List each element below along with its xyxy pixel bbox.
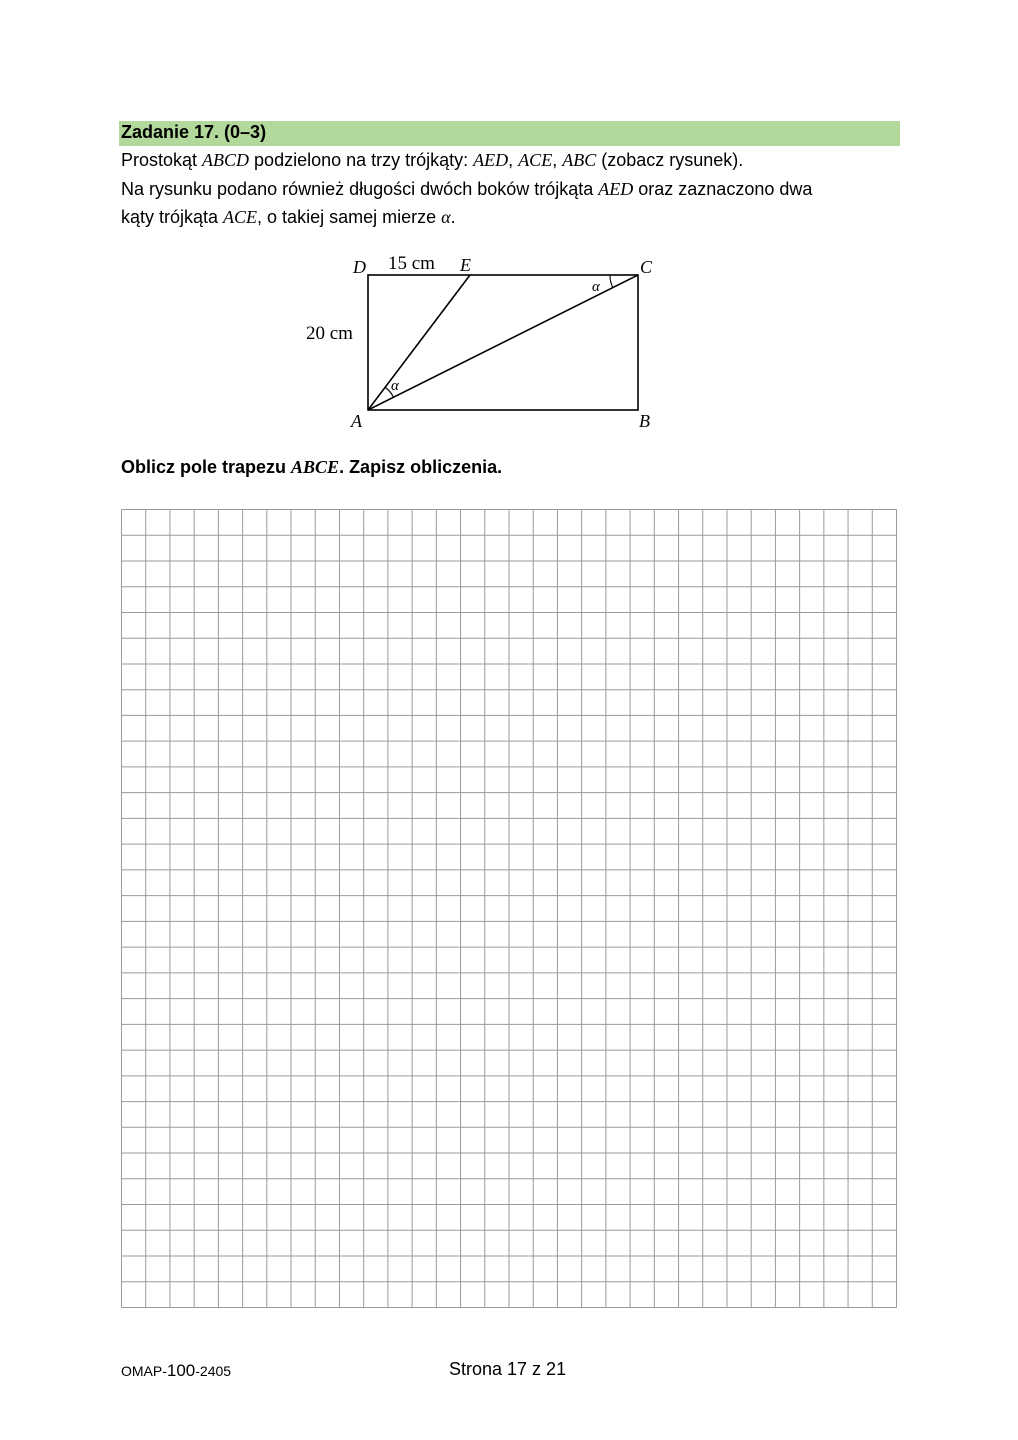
segment-ae <box>368 275 470 410</box>
angle-label-a: α <box>391 378 399 394</box>
text: kąty trójkąta <box>121 207 224 227</box>
instruction <box>121 457 502 478</box>
vertex-label-e: E <box>460 255 471 275</box>
text: (zobacz rysunek). <box>596 150 744 170</box>
task-title: Zadanie 17. (0–3) <box>121 122 267 142</box>
exam-code <box>121 1361 231 1381</box>
task-text-line-2 <box>121 179 812 200</box>
segment-ac <box>368 275 638 410</box>
text: Oblicz pole trapezu <box>121 457 292 477</box>
task-header <box>119 121 900 146</box>
math-aed: AED <box>598 179 634 199</box>
math-aed: AED <box>473 150 509 170</box>
math-alpha: α <box>441 207 451 227</box>
text: . <box>450 207 456 227</box>
text: Prostokąt <box>121 150 203 170</box>
answer-grid-lines <box>121 509 897 1309</box>
math-ace: ACE <box>518 150 553 170</box>
task-text-line-1 <box>121 150 743 171</box>
rectangle-figure <box>290 245 670 440</box>
exam-code-prefix: OMAP- <box>121 1363 167 1379</box>
exam-code-number: 100 <box>166 1361 196 1380</box>
angle-label-c: α <box>592 279 600 295</box>
task-text-line-3 <box>121 207 456 228</box>
vertex-label-a: A <box>351 411 362 431</box>
vertex-label-c: C <box>640 257 653 277</box>
vertex-label-b: B <box>639 411 650 431</box>
text: oraz zaznaczono dwa <box>633 179 813 199</box>
text: , <box>552 150 563 170</box>
text: , <box>508 150 519 170</box>
length-label-ad: 20 cm <box>306 323 353 344</box>
page-number: Strona 17 z 21 <box>449 1359 567 1379</box>
angle-arc-c <box>610 275 613 288</box>
text: Na rysunku podano również długości dwóch boków trójkąta <box>121 179 599 199</box>
math-abce: ABCE <box>291 457 340 477</box>
length-label-de: 15 cm <box>388 253 435 274</box>
text: . Zapisz obliczenia. <box>339 457 503 477</box>
math-abc: ABC <box>562 150 597 170</box>
exam-code-suffix: -2405 <box>195 1363 232 1379</box>
math-ace: ACE <box>223 207 258 227</box>
text: , o takiej samej mierze <box>257 207 442 227</box>
vertex-label-d: D <box>353 257 366 277</box>
answer-grid[interactable] <box>121 509 897 1314</box>
text: podzielono na trzy trójkąty: <box>249 150 474 170</box>
math-abcd: ABCD <box>202 150 250 170</box>
